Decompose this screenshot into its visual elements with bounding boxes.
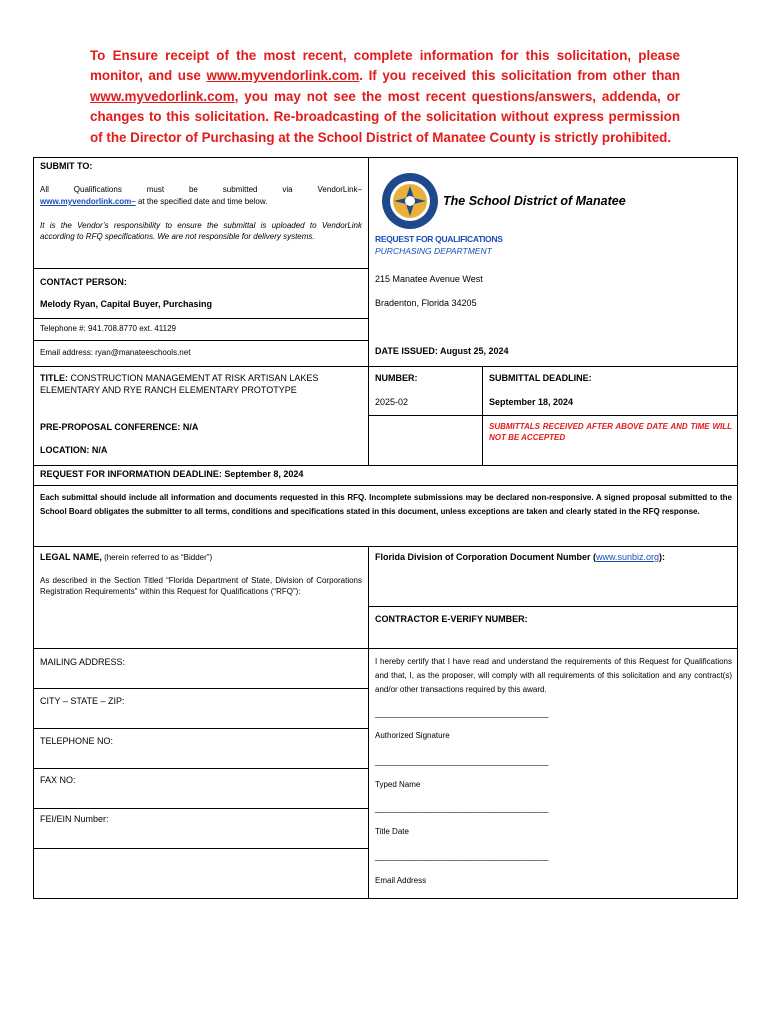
district-seal-icon — [381, 172, 439, 230]
number-value: 2025-02 — [375, 397, 409, 407]
location: LOCATION: N/A — [40, 445, 108, 455]
florida-label-close: ): — [659, 552, 666, 562]
authorized-signature-label: Authorized Signature — [375, 731, 450, 740]
legal-name-note: (herein referred to as “Bidder”) — [101, 553, 213, 562]
district-address-2: Bradenton, Florida 34205 — [375, 298, 477, 308]
typed-name-line: _______________________________________ — [375, 757, 549, 766]
sunbiz-link[interactable]: www.sunbiz.org — [596, 552, 660, 562]
florida-label-text: Florida Division of Corporation Document Number ( — [375, 552, 597, 562]
rfq-type: REQUEST FOR QUALIFICATIONS — [375, 234, 503, 244]
florida-doc-number-label — [375, 551, 665, 563]
district-address-1: 215 Manatee Avenue West — [375, 274, 483, 284]
title-date-label: Title Date — [375, 827, 409, 836]
deadline-label: SUBMITTAL DEADLINE: — [489, 373, 592, 383]
pre-proposal-conference: PRE-PROPOSAL CONFERENCE: N/A — [40, 422, 199, 432]
number-label: NUMBER: — [375, 373, 418, 383]
legal-name-description: As described in the Section Titled “Florida Department of State, Division of Corporations Registration Requirements” within this Request for Qualifications (“RFQ”): — [40, 576, 362, 596]
email-line: _______________________________________ — [375, 852, 549, 861]
submittal-note: Each submittal should include all information and documents requested in this RFQ. Incomplete submissions may be declared non-responsive. A signed proposal submitted to the School Board obligates the submitter to all terms, conditions and specifications stated in this document, unless exceptions are taken and clearly stated in the RFQ response. — [40, 493, 732, 516]
title-date-line: _______________________________________ — [375, 804, 549, 813]
district-name: The School District of Manatee — [443, 194, 626, 208]
contact-person-label: CONTACT PERSON: — [40, 277, 127, 287]
solicitation-title — [40, 372, 362, 396]
rfi-deadline: REQUEST FOR INFORMATION DEADLINE: September 8, 2024 — [40, 469, 304, 479]
city-state-zip-label: CITY – STATE – ZIP: — [40, 696, 125, 706]
everify-label: CONTRACTOR E-VERIFY NUMBER: — [375, 614, 528, 624]
notice-text-2: . If you received this solicitation from other than — [359, 68, 680, 84]
contact-telephone: Telephone #: 941.708.8770 ext. 41129 — [40, 324, 176, 333]
contact-person-name: Melody Ryan, Capital Buyer, Purchasing — [40, 299, 213, 309]
mailing-address-label: MAILING ADDRESS: — [40, 657, 126, 667]
contact-email: Email address: ryan@manateeschools.net — [40, 348, 191, 357]
purchasing-department: PURCHASING DEPARTMENT — [375, 246, 492, 256]
notice-banner — [90, 46, 680, 148]
notice-text-3: , you may not see the most recent questions/answers, addenda, or changes to this solicitation. Re-broadcasting of the solicitation without express permission of the Director of Purchasing at the School District of Manatee County is strictly prohibited. — [90, 88, 680, 145]
fein-label: FEI/EIN Number: — [40, 814, 109, 824]
title-text: CONSTRUCTION MANAGEMENT AT RISK ARTISAN LAKES ELEMENTARY AND RYE RANCH ELEMENTARY PROTOTYPE — [40, 373, 319, 395]
submit-after-link: at the specified date and time below. — [135, 197, 268, 206]
date-issued: DATE ISSUED: August 25, 2024 — [375, 346, 509, 356]
submit-instruction-2 — [40, 196, 362, 207]
notice-text-1: To Ensure receipt of the most recent, complete information for this solicitation, please monitor, and use — [90, 48, 680, 84]
legal-name-title: LEGAL NAME, — [40, 552, 102, 562]
certification-text: I hereby certify that I have read and understand the requirements of this Request for Qualifications and that, I, as the proposer, will comply with all requirements of this solicitation and any contract(s) and/or other transactions required by this award. — [375, 657, 732, 694]
email-address-label: Email Address — [375, 876, 427, 885]
vendorlink-link[interactable]: www.myvendorlink.com — [206, 68, 360, 84]
title-label: TITLE: — [40, 373, 68, 383]
typed-name-label: Typed Name — [375, 780, 421, 789]
vendorlink-submit-link[interactable]: www.myvendorlink.com– — [40, 197, 136, 206]
signature-line: _______________________________________ — [375, 709, 549, 718]
submit-instruction: All Qualifications must be submitted via VendorLink– — [40, 185, 362, 194]
legal-name-label — [40, 551, 212, 563]
fax-label: FAX NO: — [40, 775, 76, 785]
vedorlink-link[interactable]: www.myvedorlink.com — [90, 88, 235, 104]
late-submittal-warning: SUBMITTALS RECEIVED AFTER ABOVE DATE AND TIME WILL NOT BE ACCEPTED — [489, 422, 732, 442]
telephone-label: TELEPHONE NO: — [40, 736, 114, 746]
deadline-value: September 18, 2024 — [489, 397, 574, 407]
submit-to-heading: SUBMIT TO: — [40, 161, 93, 171]
vendor-responsibility: It is the Vendor’s responsibility to ensure the submittal is uploaded to VendorLink according to RFQ specifications. We are not responsible for delivery systems. — [40, 221, 362, 241]
